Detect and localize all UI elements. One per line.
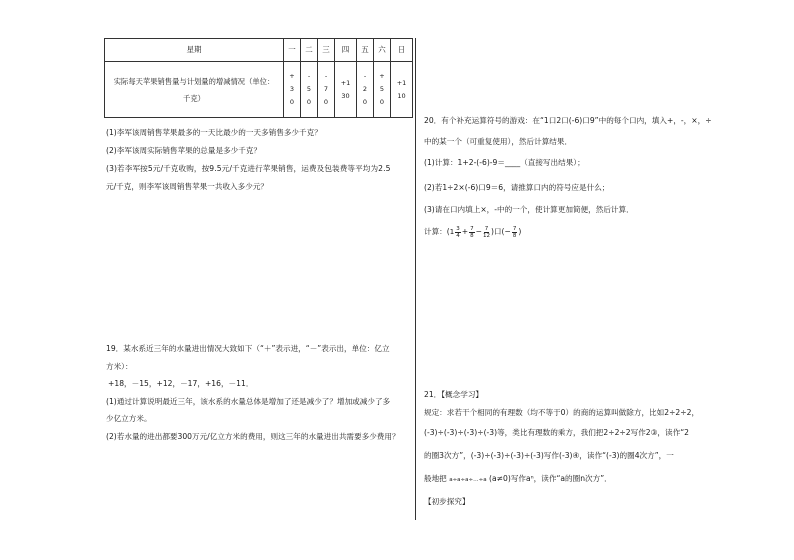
q20-part1: (1)计算：1+2-(-6)-9＝____（直接写出结果）；	[424, 158, 585, 167]
q18-part2: (2)李军该周实际销售苹果的总量是多少千克？	[106, 146, 262, 155]
value-wed: -70	[323, 72, 329, 106]
q21-title: 21．【概念学习】	[424, 390, 484, 399]
value-cell-tue	[301, 62, 318, 118]
q21-line3: 的圈3次方”，(-3)÷(-3)÷(-3)÷(-3)写作(-3)④，读作“(-3)的圈4次方”，一	[424, 451, 674, 460]
value-cell-sat	[374, 62, 391, 118]
frac1-int: 1	[449, 228, 455, 236]
header-cell-sat: 六	[374, 39, 391, 62]
value-mon: +30	[289, 72, 295, 106]
fraction-2	[469, 226, 475, 239]
value-cell-wed	[318, 62, 335, 118]
value-thu: +130	[340, 78, 351, 100]
q20-part3: (3)请在口内填上×，-中的一个，使计算更加简便，然后计算．	[424, 205, 634, 214]
fraction-4	[512, 226, 518, 239]
q20-calculation	[424, 222, 521, 242]
q21-line1: 规定：求若干个相同的有理数（均不等于0）的商的运算叫做除方，比如2÷2÷2，	[424, 408, 700, 417]
q20-stem-line1: 20．有个补充运算符号的游戏：在“1口2口(-6)口9”中的每个口内，填入+，-，×，÷	[424, 116, 712, 125]
value-cell-thu	[335, 62, 357, 118]
value-cell-mon	[284, 62, 301, 118]
frac3-den: 12	[482, 232, 490, 239]
close-paren-2: )	[518, 227, 522, 236]
calc-prefix: 计算：	[424, 227, 447, 236]
frac3-num: 7	[484, 225, 489, 232]
value-fri: -20	[362, 72, 368, 106]
open-paren-1: (	[446, 227, 450, 236]
frac4-den: 8	[512, 232, 517, 239]
value-cell-sun	[391, 62, 413, 118]
q21-line4-start: 般地把	[424, 474, 447, 483]
table-header-row	[105, 39, 413, 62]
q19-part1-line1: (1)通过计算说明最近三年，该水系的水量总体是增加了还是减少了？增加或减少了多	[106, 397, 391, 406]
header-cell-sun: 日	[391, 39, 413, 62]
header-cell-weekday: 星期	[105, 39, 284, 62]
table-data-row	[105, 62, 413, 118]
q19-data: +18，－15，+12，－17，+16，－11．	[108, 379, 254, 388]
fraction-3	[483, 226, 490, 239]
sales-table	[104, 38, 413, 118]
frac4-num: 7	[512, 225, 517, 232]
close-paren-box: )口(−	[490, 227, 511, 236]
q20-part2: (2)若1÷2×(-6)口9＝6，请推算口内的符号应是什么；	[424, 183, 610, 192]
q19-part1-line2: 少亿立方米。	[106, 414, 152, 423]
q21-subtitle: 【初步探究】	[424, 497, 470, 506]
value-cell-fri	[357, 62, 374, 118]
q19-stem-line2: 方米）：	[106, 362, 133, 371]
row-label-cell: 实际每天苹果销售量与计划量的增减情况（单位：千克）	[105, 62, 284, 118]
q20-stem-line2: 中的某一个（可重复使用），然后计算结果．	[424, 137, 573, 146]
frac2-num: 7	[470, 225, 474, 232]
value-sun: +110	[396, 78, 407, 100]
frac1-num: 3	[456, 225, 460, 232]
q21-line2: (-3)÷(-3)÷(-3)÷(-3)等，类比有理数的乘方，我们把2÷2÷2写作2③，读作“2	[424, 428, 689, 437]
header-cell-fri: 五	[357, 39, 374, 62]
q18-part3-line2: 元/千克，则李军该周销售苹果一共收入多少元？	[106, 182, 269, 191]
frac2-den: 8	[470, 232, 474, 239]
q19-stem-line1: 19．某水系近三年的水量进出情况大致如下（“＋”表示进，“－”表示出，单位：亿立	[106, 344, 390, 353]
q21-line4	[424, 474, 612, 485]
plus-sign: +	[461, 227, 469, 236]
header-cell-tue: 二	[301, 39, 318, 62]
minus-sign: −	[475, 227, 482, 236]
q19-part2: (2)若水量的进出都要300万元/亿立方米的费用，则这三年的水量进出共需要多少费用？	[106, 432, 400, 441]
q21-division-chain: a÷a÷a÷…÷a	[449, 477, 487, 483]
q18-part1: (1)李军该周销售苹果最多的一天比最少的一天多销售多少千克？	[106, 128, 322, 137]
header-cell-thu: 四	[335, 39, 357, 62]
header-cell-mon: 一	[284, 39, 301, 62]
q18-part3-line1: (3)若李军按5元/千克收购，按9.5元/千克进行苹果销售，运费及包装费等平均为2.5	[106, 164, 391, 173]
header-cell-wed: 三	[318, 39, 335, 62]
value-sat: +50	[379, 72, 385, 106]
q21-line4-end: (a≠0)写作aⁿ，读作“a的圈n次方”．	[489, 474, 612, 483]
frac1-den: 4	[456, 232, 460, 239]
value-tue: -50	[306, 72, 312, 106]
column-divider	[415, 38, 416, 520]
fraction-1	[455, 226, 461, 239]
